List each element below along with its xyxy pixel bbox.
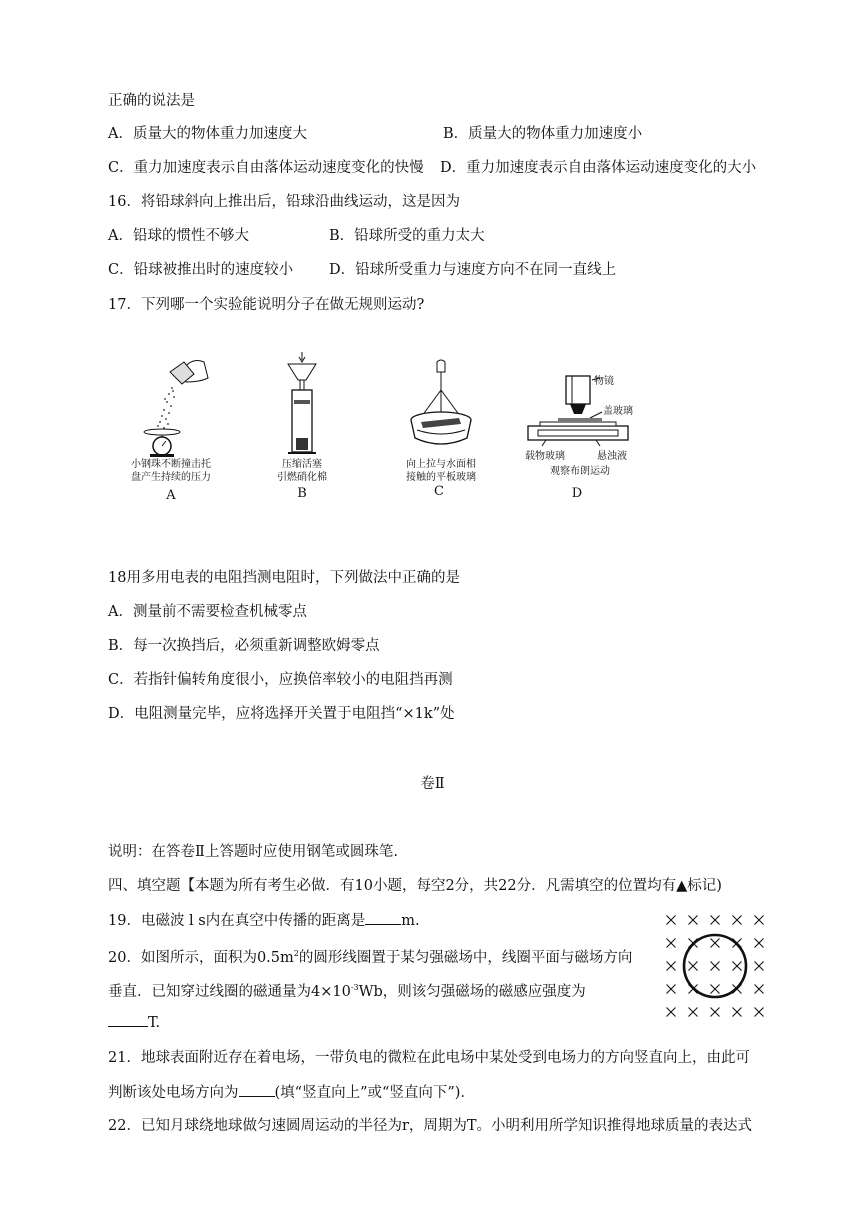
figure-d-tag-cover-glass: 盖玻璃 (603, 406, 633, 417)
q20-text-2a: 垂直．已知穿过线圈的磁通量为4×10 (108, 983, 351, 1000)
q16-option-b: B．铅球所受的重力太大 (329, 228, 485, 244)
field-cross-icon (711, 962, 720, 971)
q15-option-c: C．重力加速度表示自由落体运动速度变化的快慢 (108, 160, 424, 176)
field-cross-icon (689, 962, 698, 971)
q15-option-b: B．质量大的物体重力加速度小 (443, 126, 643, 142)
figure-b-caption-2: 引燃硝化棉 (277, 472, 327, 483)
figure-d-tag-objective: 物镜 (594, 376, 614, 387)
q15-option-a: A．质量大的物体重力加速度大 (108, 126, 307, 142)
field-cross-icon (733, 916, 742, 925)
q16-option-a: A．铅球的惯性不够大 (108, 228, 249, 244)
field-cross-icon (689, 1008, 698, 1017)
q21-line-2 (108, 1082, 475, 1103)
figure-d-tag-slide: 载物玻璃 (525, 451, 565, 462)
q17-stem: 17．下列哪一个实验能说明分子在做无规则运动? (108, 297, 425, 313)
figure-a-label: A (166, 488, 176, 503)
q21-answer-blank[interactable] (239, 1082, 275, 1097)
field-cross-icon (689, 916, 698, 925)
q20-text-1b: 的圆形线圈置于某匀强磁场中，线圈平面与磁场方向 (298, 949, 633, 966)
q16-option-c: C．铅球被推出时的速度较小 (108, 262, 294, 278)
field-cross-icon (711, 1008, 720, 1017)
q21-text-2b: (填“竖直向上”或“竖直向下”)． (274, 1085, 475, 1101)
figure-b-piston-cylinder (282, 350, 322, 458)
q18-option-b: B．每一次换挡后，必须重新调整欧姆零点 (108, 638, 380, 654)
q18-stem: 18用多用电表的电阻挡测电阻时，下列做法中正确的是 (108, 570, 460, 586)
q20-unit: T. (148, 1015, 161, 1031)
q19-unit: m. (401, 913, 420, 929)
q21-line-1: 21．地球表面附近存在着电场，一带负电的微粒在此电场中某处受到电场力的方向竖直向上，由此可 (108, 1050, 750, 1066)
figure-c-label: C (434, 484, 444, 499)
q21-text-2a: 判断该处电场方向为 (108, 1085, 239, 1101)
part-4-heading: 四、填空题【本题为所有考生必做．有10小题，每空2分，共22分．凡需填空的位置均有▲标记) (108, 878, 722, 894)
figure-c-caption-1: 向上拉与水面相 (406, 459, 476, 470)
field-cross-icon (667, 962, 676, 971)
field-cross-icon (711, 916, 720, 925)
q20-magnetic-field-figure (662, 912, 768, 1020)
figure-c-caption-2: 接触的平板玻璃 (406, 472, 476, 483)
field-cross-icon (711, 985, 720, 994)
field-cross-icon (667, 916, 676, 925)
section-2-note: 说明：在答卷Ⅱ上答题时应使用钢笔或圆珠笔. (108, 844, 398, 860)
q19-answer-blank[interactable] (365, 910, 401, 925)
q20-line-3 (108, 1012, 160, 1033)
q22-line-1: 22．已知月球绕地球做匀速圆周运动的半径为r，周期为T。小明利用所学知识推得地球质量的表达式 (108, 1118, 753, 1134)
field-cross-icon (667, 1008, 676, 1017)
q16-option-d: D．铅球所受重力与速度方向不在同一直线上 (329, 262, 617, 278)
q18-option-c: C．若指针偏转角度很小，应换倍率较小的电阻挡再测 (108, 672, 453, 688)
field-cross-icon (733, 962, 742, 971)
figure-d-tag-liquid: 悬浊液 (597, 451, 627, 462)
figure-a-steel-balls-scale (140, 352, 210, 458)
field-cross-icon (733, 1008, 742, 1017)
figure-a-caption-2: 盘产生持续的压力 (131, 472, 211, 483)
field-cross-icon (667, 985, 676, 994)
q19-line (108, 910, 420, 931)
field-cross-icon (755, 985, 764, 994)
figure-a-caption-1: 小钢珠不断撞击托 (131, 459, 211, 470)
field-cross-icon (755, 1008, 764, 1017)
q20-line-2 (108, 978, 586, 1002)
q20-sup-2: -3 (350, 983, 359, 992)
q20-text-2b: Wb，则该匀强磁场的磁感应强度为 (358, 983, 586, 1000)
q15-stem-tail: 正确的说法是 (108, 93, 195, 109)
field-cross-icon (755, 939, 764, 948)
q15-option-d: D．重力加速度表示自由落体运动速度变化的大小 (440, 160, 757, 176)
field-cross-icon (755, 962, 764, 971)
figure-c-glass-plate-water (405, 358, 477, 456)
field-cross-icon (711, 939, 720, 948)
q19-text: 19．电磁波 l s内在真空中传播的距离是 (108, 913, 366, 929)
figure-b-label: B (297, 486, 307, 501)
figure-b-caption-1: 压缩活塞 (282, 459, 322, 470)
q16-stem: 16．将铅球斜向上推出后，铅球沿曲线运动，这是因为 (108, 194, 460, 210)
figure-d-caption: 观察布朗运动 (550, 466, 610, 477)
q20-line-1 (108, 944, 632, 968)
q18-option-a: A．测量前不需要检查机械零点 (108, 604, 307, 620)
q20-text-1a: 20．如图所示，面积为0.5m (108, 949, 294, 966)
field-cross-icon (667, 939, 676, 948)
figure-d-label: D (571, 486, 583, 501)
q20-answer-blank[interactable] (108, 1012, 148, 1027)
field-cross-icon (755, 916, 764, 925)
section-2-title: 卷Ⅱ (420, 776, 445, 792)
q20-sup-1: 2 (293, 949, 299, 958)
q18-option-d: D．电阻测量完毕，应将选择开关置于电阻挡“×1k”处 (108, 706, 455, 722)
